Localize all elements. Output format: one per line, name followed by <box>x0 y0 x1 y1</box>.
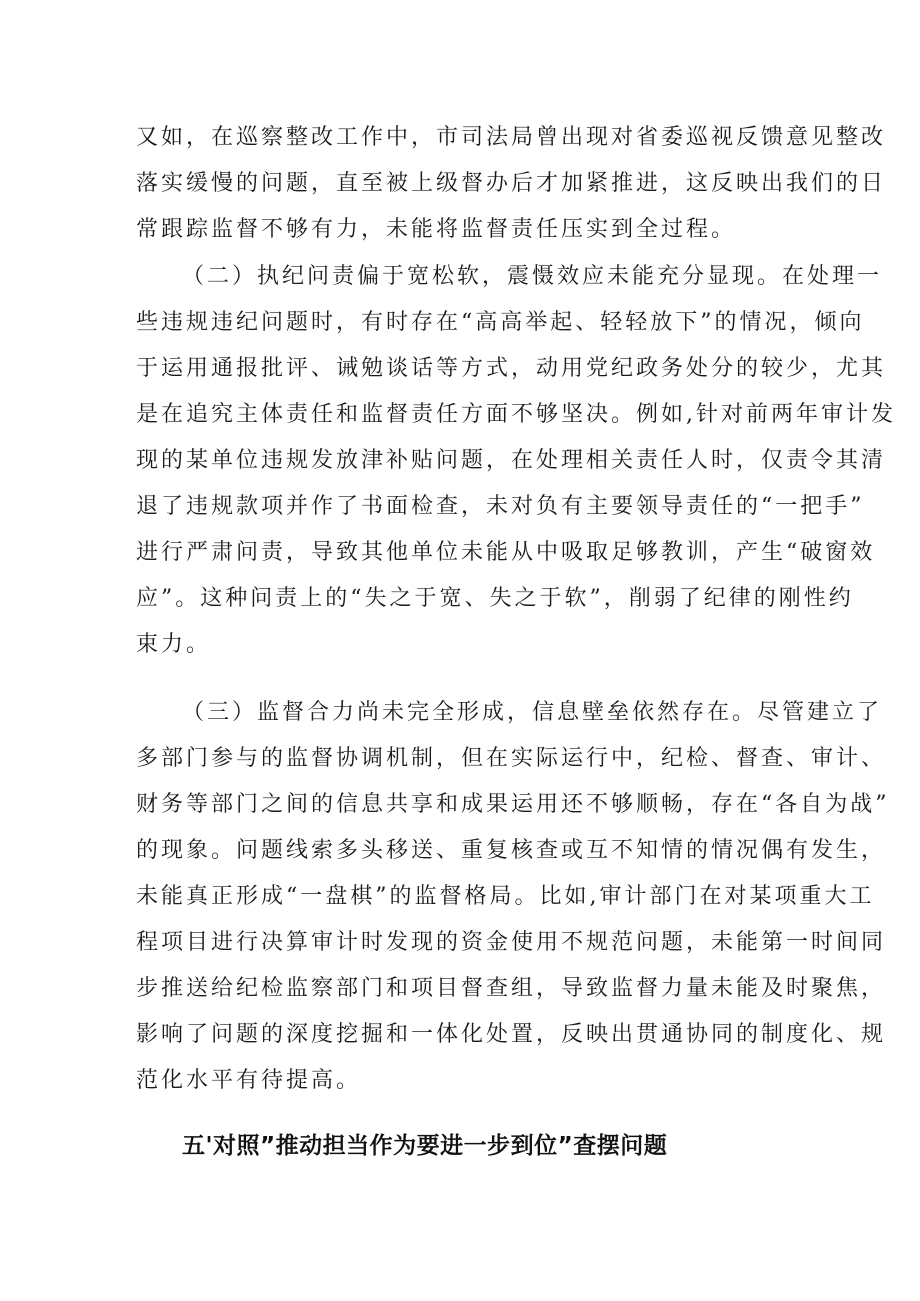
text-line: 落实缓慢的问题，直至被上级督办后才加紧推进，这反映出我们的日 <box>136 171 887 196</box>
text-line: 现的某单位违规发放津补贴问题，在处理相关责任人时，仅责令其清 <box>136 448 887 473</box>
text-line: 未能真正形成“一盘棋”的监督格局。比如,审计部门在对某项重大工 <box>136 884 875 909</box>
text-line: 进行严肃问责，导致其他单位未能从中吸取足够教训，产生“破窗效 <box>136 540 876 565</box>
text-line: 应”。这种问责上的“失之于宽、失之于软”，削弱了纪律的刚性约 <box>136 586 854 611</box>
text-line: （三）监督合力尚未完全形成，信息壁垒依然存在。尽管建立了 <box>182 700 883 725</box>
text-line: 财务等部门之间的信息共享和成果运用还不够顺畅，存在“各自为战” <box>136 792 890 817</box>
text-line: 退了违规款项并作了书面检查，未对负有主要领导责任的“一把手” <box>136 494 865 519</box>
text-line: 程项目进行决算审计时发现的资金使用不规范问题，未能第一时间同 <box>136 930 887 955</box>
text-line: 又如，在巡察整改工作中，市司法局曾出现对省委巡视反馈意见整改 <box>136 125 887 150</box>
text-line: 的现象。问题线索多头移送、重复核查或互不知情的情况偶有发生， <box>136 838 887 863</box>
paragraph-discipline-accountability <box>136 254 896 668</box>
text-line: 是在追究主体责任和监督责任方面不够坚决。例如,针对前两年审计发 <box>136 402 896 427</box>
text-line: 范化水平有待提高。 <box>136 1068 362 1093</box>
text-line: 束力。 <box>136 632 212 657</box>
section-heading: 五'对照”推动担当作为要进一步到位”查摆问题 <box>182 1133 668 1159</box>
text-line: 于运用通报批评、诫勉谈话等方式，动用党纪政务处分的较少，尤其 <box>136 356 887 381</box>
text-line: 多部门参与的监督协调机制，但在实际运行中，纪检、督查、审计、 <box>136 746 887 771</box>
text-line: 些违规违纪问题时，有时存在“高高举起、轻轻放下”的情况，倾向 <box>136 310 865 335</box>
text-line: 常跟踪监督不够有力，未能将监督责任压实到全过程。 <box>136 217 737 242</box>
text-line: （二）执纪问责偏于宽松软，震慑效应未能充分显现。在处理一 <box>182 264 883 289</box>
paragraph-continuation <box>136 115 887 253</box>
paragraph-supervision-synergy <box>136 690 890 1104</box>
text-line: 步推送给纪检监察部门和项目督查组，导致监督力量未能及时聚焦， <box>136 976 887 1001</box>
text-line: 影响了问题的深度挖掘和一体化处置，反映出贯通协同的制度化、规 <box>136 1022 887 1047</box>
